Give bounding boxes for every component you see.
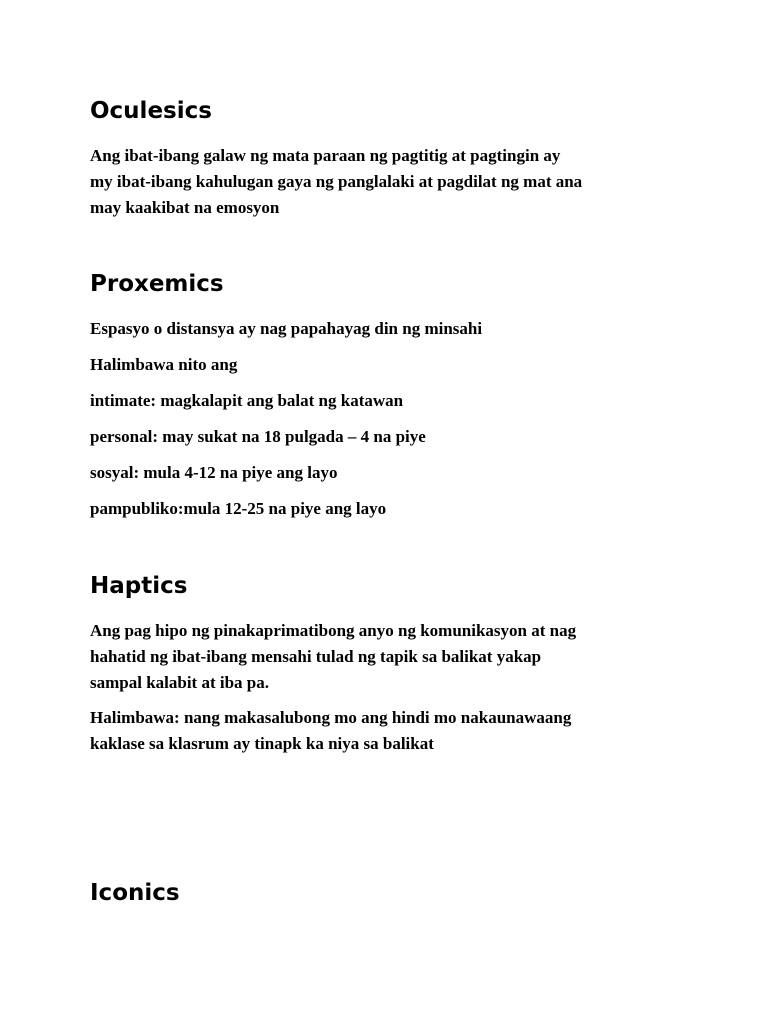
paragraph-line: sampal kalabit at iba pa.: [90, 673, 270, 692]
paragraph-line: hahatid ng ibat-ibang mensahi tulad ng tapik sa balikat yakap: [90, 647, 542, 666]
section-heading-proxemics: Proxemics: [90, 271, 224, 297]
paragraph-line: my ibat-ibang kahulugan gaya ng panglalaki at pagdilat ng mat ana: [90, 172, 583, 191]
section-paragraph: [90, 705, 690, 757]
section-heading-oculesics: Oculesics: [90, 98, 212, 124]
paragraph-line: Espasyo o distansya ay nag papahayag din ng minsahi: [90, 319, 483, 338]
paragraph-line: Ang ibat-ibang galaw ng mata paraan ng pagtitig at pagtingin ay: [90, 146, 561, 165]
paragraph-line: intimate: magkalapit ang balat ng katawan: [90, 391, 404, 410]
section-paragraph: [90, 496, 690, 522]
paragraph-line: Halimbawa nito ang: [90, 355, 238, 374]
paragraph-line: Halimbawa: nang makasalubong mo ang hindi mo nakaunawaang: [90, 708, 572, 727]
section-heading-haptics: Haptics: [90, 573, 188, 599]
section-heading-iconics: Iconics: [90, 880, 180, 906]
section-paragraph: [90, 143, 690, 221]
paragraph-line: may kaakibat na emosyon: [90, 198, 280, 217]
paragraph-line: sosyal: mula 4-12 na piye ang layo: [90, 463, 338, 482]
section-paragraph: [90, 352, 690, 378]
paragraph-line: kaklase sa klasrum ay tinapk ka niya sa balikat: [90, 734, 434, 753]
paragraph-line: pampubliko:mula 12-25 na piye ang layo: [90, 499, 387, 518]
section-paragraph: [90, 424, 690, 450]
section-paragraph: [90, 618, 690, 696]
section-paragraph: [90, 316, 690, 342]
paragraph-line: personal: may sukat na 18 pulgada – 4 na piye: [90, 427, 426, 446]
section-paragraph: [90, 388, 690, 414]
paragraph-line: Ang pag hipo ng pinakaprimatibong anyo ng komunikasyon at nag: [90, 621, 577, 640]
section-paragraph: [90, 460, 690, 486]
